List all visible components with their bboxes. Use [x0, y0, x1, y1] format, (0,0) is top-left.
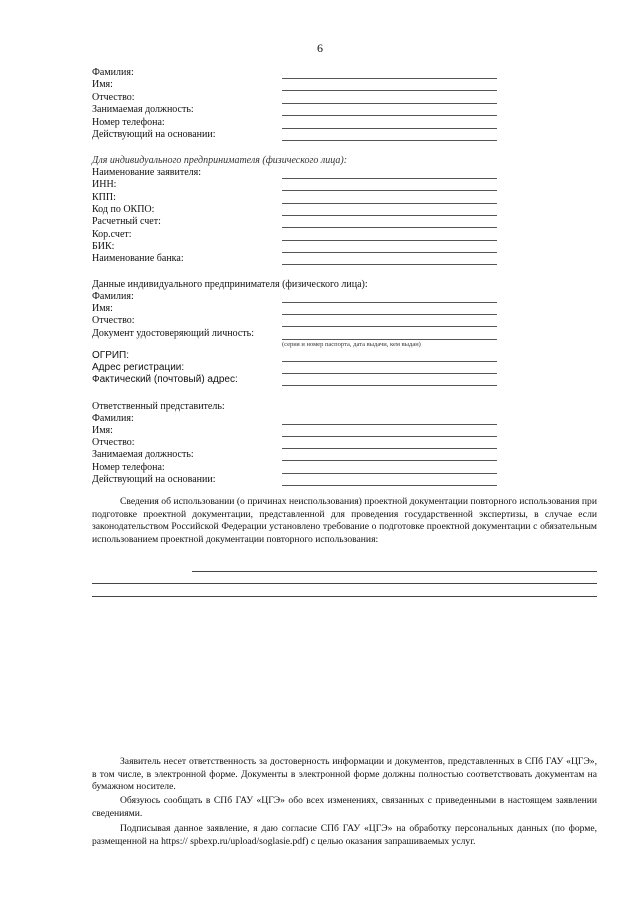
- input-line[interactable]: [282, 385, 497, 386]
- field-postal-address: Фактический (почтовый) адрес:: [92, 374, 497, 386]
- input-line[interactable]: [282, 264, 497, 265]
- field-rep1-position: Занимаемая должность:: [92, 104, 497, 116]
- field-corr-account: Кор.счет:: [92, 229, 497, 241]
- input-line[interactable]: [282, 90, 497, 91]
- field-account: Расчетный счет:: [92, 216, 497, 228]
- field-rep2-phone: Номер телефона:: [92, 462, 497, 474]
- field-rep2-patronymic: Отчество:: [92, 437, 497, 449]
- field-ip-patronymic: Отчество:: [92, 315, 497, 327]
- field-ip-identity-doc: Документ удостоверяющий личность:: [92, 328, 497, 340]
- notify-paragraph: Обязуюсь сообщать в СПб ГАУ «ЦГЭ» обо всех изменениях, связанных с приведенными в настоящем заявлении сведениями.: [92, 795, 597, 819]
- page-number: 6: [317, 41, 323, 55]
- field-ip-first-name: Имя:: [92, 303, 497, 315]
- field-applicant-name: Наименование заявителя:: [92, 167, 497, 179]
- field-rep2-position: Занимаемая должность:: [92, 449, 497, 461]
- field-bik: БИК:: [92, 241, 497, 253]
- identity-doc-caption: (серия и номер паспорта, дата выдачи, кем выдан): [282, 341, 421, 348]
- field-okpo: Код по ОКПО:: [92, 204, 497, 216]
- input-line[interactable]: [282, 227, 497, 228]
- field-ogrip: ОГРИП:: [92, 350, 497, 362]
- input-line[interactable]: [282, 460, 497, 461]
- input-line[interactable]: [282, 140, 497, 141]
- field-reg-address: Адрес регистрации:: [92, 362, 497, 374]
- field-rep1-basis: Действующий на основании:: [92, 129, 497, 141]
- field-rep1-first-name: Имя:: [92, 79, 497, 91]
- reuse-input-line[interactable]: [92, 583, 597, 584]
- reuse-input-line[interactable]: [92, 596, 597, 597]
- reuse-paragraph: Сведения об использовании (о причинах неиспользования) проектной документации повторного использования при подготовке проектной документации, представленной для проведения государственной экспертизы, в случае если законодательством Российской Федерации установлено требование о подготовке проектной документации с обязательным использованием проектной документации повторного использования:: [92, 496, 597, 546]
- field-rep2-basis: Действующий на основании:: [92, 474, 497, 486]
- field-rep1-phone: Номер телефона:: [92, 117, 497, 129]
- field-rep1-patronymic: Отчество:: [92, 92, 497, 104]
- field-ip-last-name: Фамилия:: [92, 291, 497, 303]
- consent-paragraph: Подписывая данное заявление, я даю согласие СПб ГАУ «ЦГЭ» на обработку персональных данных (по форме, размещенной на https:// spbexp.ru/upload/soglasie.pdf) с целью оказания запрашиваемых услуг.: [92, 823, 597, 847]
- field-rep1-last-name: Фамилия:: [92, 67, 497, 79]
- field-kpp: КПП:: [92, 192, 497, 204]
- input-line[interactable]: [282, 485, 497, 486]
- section-heading-legal: Для индивидуального предпринимателя (физического лица):: [92, 155, 348, 166]
- section-heading-ip: Данные индивидуального предпринимателя (физического лица):: [92, 279, 368, 290]
- input-line[interactable]: [282, 115, 497, 116]
- section-heading-rep2: Ответственный представитель:: [92, 401, 225, 412]
- field-inn: ИНН:: [92, 179, 497, 191]
- input-line[interactable]: [282, 326, 497, 327]
- reuse-input-line[interactable]: [192, 571, 597, 572]
- field-rep2-last-name: Фамилия:: [92, 413, 497, 425]
- field-bank-name: Наименование банка:: [92, 253, 497, 265]
- responsibility-paragraph: Заявитель несет ответственность за достоверность информации и документов, представленных в СПб ГАУ «ЦГЭ», в том числе, в электронной форме. Документы в электронной форме должны полностью соответствовать документам на бумажном носителе.: [92, 756, 597, 793]
- input-line[interactable]: [282, 190, 497, 191]
- input-line[interactable]: [282, 339, 497, 340]
- field-rep2-first-name: Имя:: [92, 425, 497, 437]
